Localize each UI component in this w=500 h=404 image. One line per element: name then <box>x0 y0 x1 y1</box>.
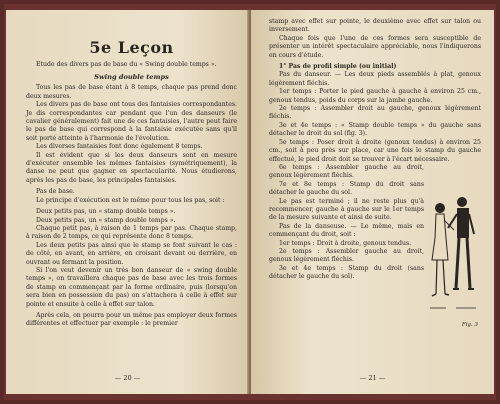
dancers-illustration <box>426 190 482 322</box>
paragraph: Il est évident que si les deux danseurs sont en mesure d'exécuter ensemble les mêmes fantaisies (symétriquement), la danse ne peut que gagner en spectacularité. Nous étudierons, après les pas de base, les principales fantaisies. <box>26 151 237 184</box>
paragraph: 2e temps : Assembler droit au gauche, genoux légèrement fléchis. <box>269 105 481 121</box>
paragraph: 7e et 8e temps : Stamp du droit sans détacher le gauche du sol. <box>269 180 424 197</box>
paragraph: Les divers pas de base ont tous des fantaisies correspondantes. Je dis correspondantes car pendant que l'un des danseurs (le cavalier généralement) fait une de ces fantaisies, l'autre peut faire le pas de base qui correspond à la fantaisie exécutée sans qu'il soit porté atteinte à l'harmonie de l'évolution. <box>26 101 237 142</box>
paragraph: Pas de base. <box>36 188 75 196</box>
paragraph: 6e temps : Assembler gauche au droit, genoux légèrement fléchis. <box>269 163 424 180</box>
paragraph: Deux petits pas, un « stamp double temps ». <box>36 208 176 216</box>
paragraph: 3e et 4e temps : Stamp du droit (sans détacher le gauche du sol). <box>269 264 424 281</box>
lesson-title: 5e Leçon <box>89 38 174 57</box>
paragraph: Les deux petits pas ainsi que le stamp se font suivant le cas : de côté, en avant, en arrière, en croisant devant ou derrière, en ouvrant ou fermant la position. <box>26 241 237 266</box>
paragraph: Le principe d'exécution est le même pour tous les pas, soit : <box>36 196 225 204</box>
paragraph: Après cela, on pourra pour un même pas employer deux formes différentes et effectuer par exemple : le premier <box>26 311 237 328</box>
section-heading: 1° Pas de profil simple (ou initial) <box>279 63 397 71</box>
right-page <box>251 10 494 394</box>
paragraph: Pas du danseur. — Les deux pieds assemblés à plat, genoux légèrement fléchis. <box>269 71 481 87</box>
paragraph: Si l'on veut devenir un très bon danseur de « swing double temps », on travaillera chaque pas de base avec les trois formes de stamp en commençant par la forme ordinaire, puis (lorsqu'on sera bien en possession du pas) on s'attachera à celle à effet sur pointe et ensuite à celle à effet sur talon. <box>26 266 237 308</box>
intro-line: Etude des divers pas de base du « Swing double temps ». <box>36 61 217 68</box>
paragraph: 3e et 4e temps : « Stamp double temps » du gauche sans détacher le droit du sol (fig. 3). <box>269 121 481 138</box>
paragraph: 2e temps : Assembler gauche au droit, genoux légèrement fléchis. <box>269 247 424 264</box>
paragraph: Deux petits pas, un « stamp double temps ». <box>36 216 176 224</box>
paragraph: 5e temps : Poser droit à droite (genoux tendus) à environ 25 cm., soit à peu près sur place, car une fois le stamp du gauche effectué, le pied droit doit se trouver à l'écart nécessaire. <box>269 138 481 163</box>
paragraph: stamp avec effet sur pointe, le deuxième avec effet sur talon ou inversement. <box>269 18 481 34</box>
paragraph: Pas de la danseuse. — Le même, mais en commençant du droit, soit : <box>269 222 424 239</box>
paragraph: 1er temps : Droit à droite, genoux tendus. <box>279 239 412 247</box>
paragraph: Chaque petit pas, à raison de 1 temps par pas. Chaque stamp, à raison de 2 temps, ce qui représente donc 8 temps. <box>26 224 237 241</box>
section-subtitle: Swing double temps <box>94 73 169 82</box>
page-number-left: — 20 — <box>114 374 141 382</box>
left-page <box>6 10 249 394</box>
figure-caption: Fig. 3 <box>461 322 478 328</box>
open-book <box>4 4 496 400</box>
paragraph: Tous les pas de base étant à 8 temps, chaque pas prend donc deux mesures. <box>26 84 237 100</box>
page-number-right: — 21 — <box>359 374 386 382</box>
paragraph: Chaque fois que l'une de ces formes sera susceptible de présenter un intérêt spectaculaire appréciable, nous l'indiquerons en cours d'étude. <box>269 34 481 59</box>
paragraph: 1er temps : Porter le pied gauche à gauche à environ 25 cm., genoux tendus, poids du corps sur la jambe gauche. <box>269 88 481 104</box>
paragraph: Les diverses fantaisies font donc également 8 temps. <box>36 143 203 151</box>
paragraph: Le pas est terminé ; il ne reste plus qu'à recommencer, gauche à gauche sur le 1er temps de la mesure suivante et ainsi de suite. <box>269 197 424 222</box>
